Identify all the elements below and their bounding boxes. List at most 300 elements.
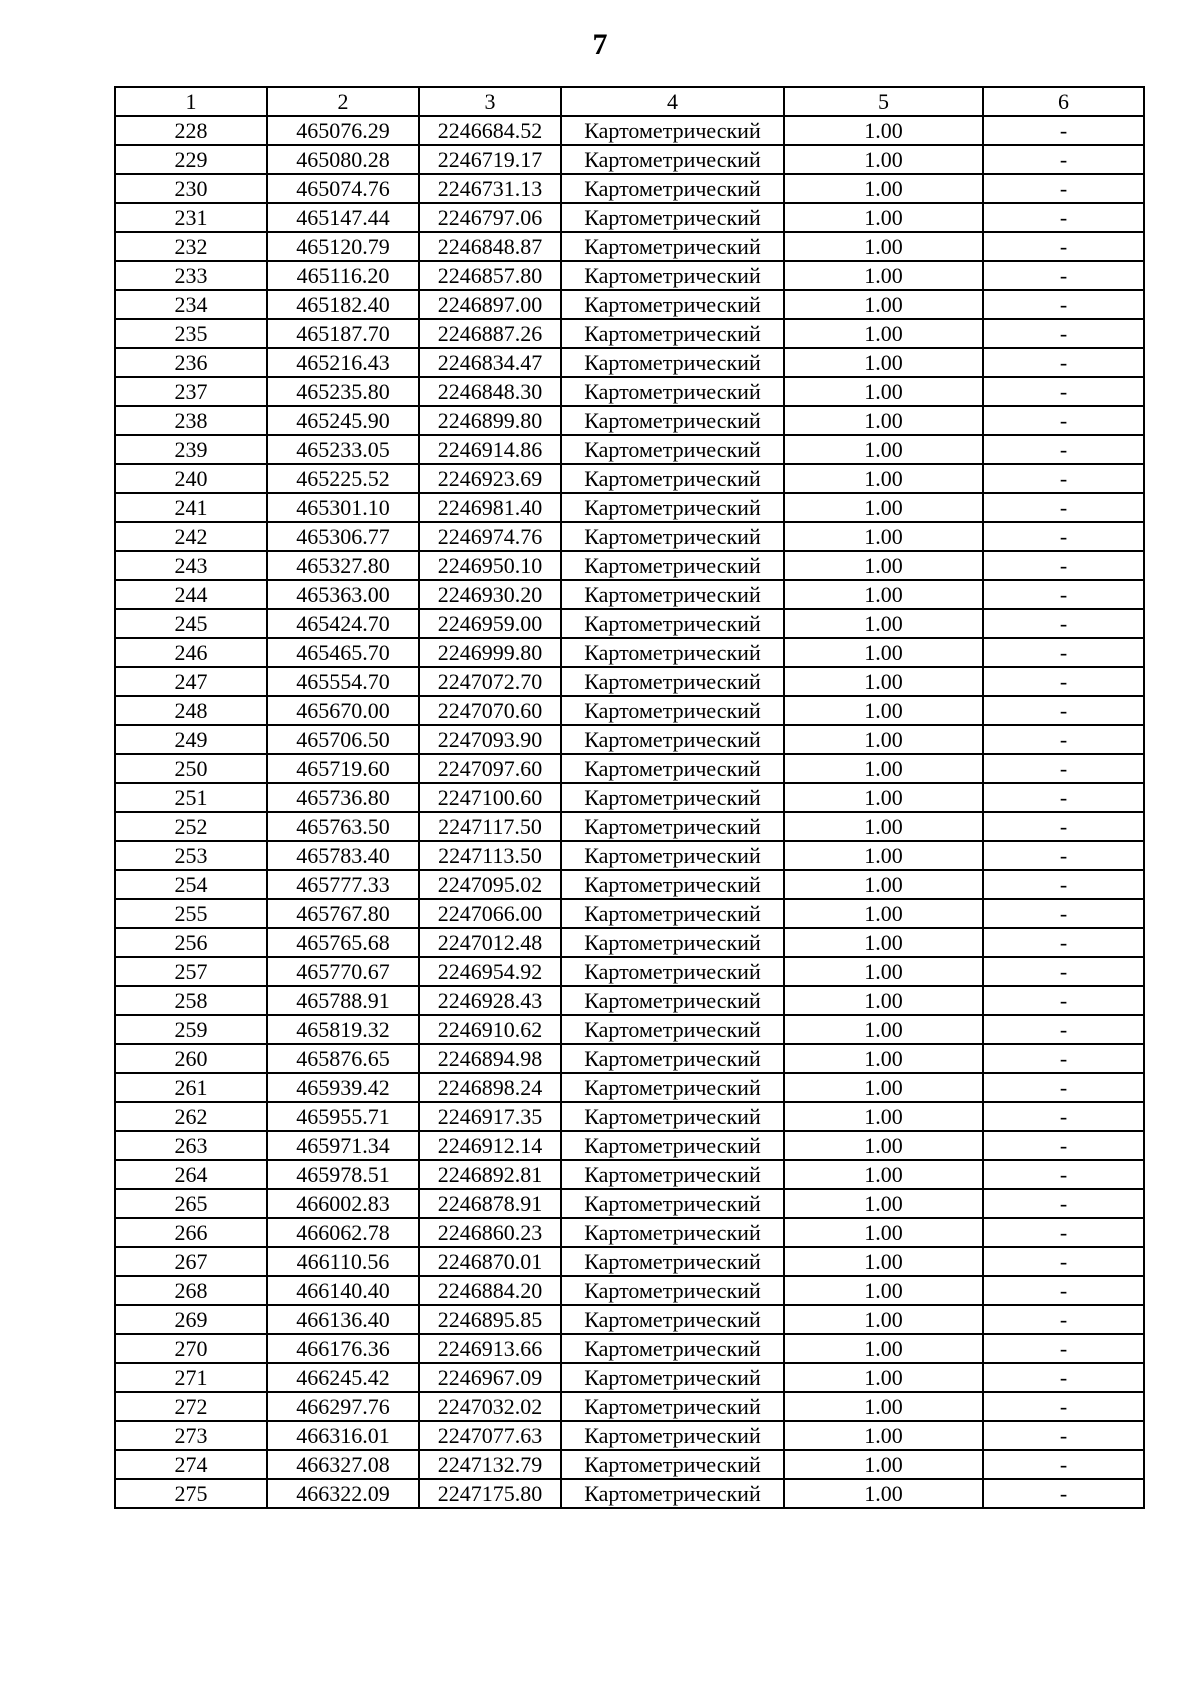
table-row — [115, 1044, 1144, 1073]
accuracy-cell: 1.00 — [784, 667, 983, 696]
x-coordinate-cell: 465225.52 — [267, 464, 419, 493]
accuracy-cell: 1.00 — [784, 406, 983, 435]
point-number-cell: 233 — [115, 261, 267, 290]
point-number-cell: 247 — [115, 667, 267, 696]
point-number-cell: 237 — [115, 377, 267, 406]
method-cell: Картометрический — [561, 348, 784, 377]
y-coordinate-cell: 2246797.06 — [419, 203, 561, 232]
accuracy-cell: 1.00 — [784, 1073, 983, 1102]
description-cell: - — [983, 1102, 1144, 1131]
y-coordinate-cell: 2247132.79 — [419, 1450, 561, 1479]
point-number-cell: 264 — [115, 1160, 267, 1189]
y-coordinate-cell: 2246894.98 — [419, 1044, 561, 1073]
x-coordinate-cell: 465767.80 — [267, 899, 419, 928]
accuracy-cell: 1.00 — [784, 609, 983, 638]
table-row — [115, 899, 1144, 928]
y-coordinate-cell: 2246913.66 — [419, 1334, 561, 1363]
description-cell: - — [983, 319, 1144, 348]
x-coordinate-cell: 465306.77 — [267, 522, 419, 551]
accuracy-cell: 1.00 — [784, 116, 983, 145]
method-cell: Картометрический — [561, 435, 784, 464]
description-cell: - — [983, 348, 1144, 377]
point-number-cell: 273 — [115, 1421, 267, 1450]
method-cell: Картометрический — [561, 899, 784, 928]
y-coordinate-cell: 2246895.85 — [419, 1305, 561, 1334]
x-coordinate-cell: 466110.56 — [267, 1247, 419, 1276]
accuracy-cell: 1.00 — [784, 812, 983, 841]
y-coordinate-cell: 2246914.86 — [419, 435, 561, 464]
description-cell: - — [983, 464, 1144, 493]
y-coordinate-cell: 2246878.91 — [419, 1189, 561, 1218]
table-row — [115, 116, 1144, 145]
table-row — [115, 1102, 1144, 1131]
x-coordinate-cell: 465788.91 — [267, 986, 419, 1015]
point-number-cell: 266 — [115, 1218, 267, 1247]
description-cell: - — [983, 899, 1144, 928]
description-cell: - — [983, 986, 1144, 1015]
description-cell: - — [983, 812, 1144, 841]
table-row — [115, 377, 1144, 406]
description-cell: - — [983, 1218, 1144, 1247]
description-cell: - — [983, 174, 1144, 203]
x-coordinate-cell: 465116.20 — [267, 261, 419, 290]
y-coordinate-cell: 2246899.80 — [419, 406, 561, 435]
table-row — [115, 174, 1144, 203]
accuracy-cell: 1.00 — [784, 348, 983, 377]
method-cell: Картометрический — [561, 1015, 784, 1044]
method-cell: Картометрический — [561, 725, 784, 754]
description-cell: - — [983, 841, 1144, 870]
table-row — [115, 290, 1144, 319]
accuracy-cell: 1.00 — [784, 1334, 983, 1363]
y-coordinate-cell: 2246870.01 — [419, 1247, 561, 1276]
page-number: 7 — [592, 28, 608, 61]
description-cell: - — [983, 551, 1144, 580]
table-row — [115, 1276, 1144, 1305]
y-coordinate-cell: 2246917.35 — [419, 1102, 561, 1131]
table-row — [115, 1131, 1144, 1160]
description-cell: - — [983, 928, 1144, 957]
x-coordinate-cell: 465819.32 — [267, 1015, 419, 1044]
x-coordinate-cell: 465876.65 — [267, 1044, 419, 1073]
y-coordinate-cell: 2247097.60 — [419, 754, 561, 783]
accuracy-cell: 1.00 — [784, 696, 983, 725]
accuracy-cell: 1.00 — [784, 1479, 983, 1508]
description-cell: - — [983, 1073, 1144, 1102]
accuracy-cell: 1.00 — [784, 493, 983, 522]
x-coordinate-cell: 465182.40 — [267, 290, 419, 319]
y-coordinate-cell: 2246884.20 — [419, 1276, 561, 1305]
accuracy-cell: 1.00 — [784, 1131, 983, 1160]
method-cell: Картометрический — [561, 493, 784, 522]
table-row — [115, 522, 1144, 551]
header-cell-6: 6 — [983, 87, 1144, 116]
y-coordinate-cell: 2246912.14 — [419, 1131, 561, 1160]
x-coordinate-cell: 465783.40 — [267, 841, 419, 870]
accuracy-cell: 1.00 — [784, 841, 983, 870]
method-cell: Картометрический — [561, 1160, 784, 1189]
accuracy-cell: 1.00 — [784, 783, 983, 812]
point-number-cell: 262 — [115, 1102, 267, 1131]
accuracy-cell: 1.00 — [784, 290, 983, 319]
accuracy-cell: 1.00 — [784, 1247, 983, 1276]
y-coordinate-cell: 2246950.10 — [419, 551, 561, 580]
description-cell: - — [983, 203, 1144, 232]
x-coordinate-cell: 465706.50 — [267, 725, 419, 754]
accuracy-cell: 1.00 — [784, 232, 983, 261]
table-row — [115, 667, 1144, 696]
method-cell: Картометрический — [561, 232, 784, 261]
y-coordinate-cell: 2247070.60 — [419, 696, 561, 725]
y-coordinate-cell: 2246928.43 — [419, 986, 561, 1015]
x-coordinate-cell: 465736.80 — [267, 783, 419, 812]
y-coordinate-cell: 2247117.50 — [419, 812, 561, 841]
accuracy-cell: 1.00 — [784, 145, 983, 174]
point-number-cell: 274 — [115, 1450, 267, 1479]
method-cell: Картометрический — [561, 1102, 784, 1131]
point-number-cell: 252 — [115, 812, 267, 841]
y-coordinate-cell: 2246860.23 — [419, 1218, 561, 1247]
y-coordinate-cell: 2247093.90 — [419, 725, 561, 754]
description-cell: - — [983, 1189, 1144, 1218]
description-cell: - — [983, 290, 1144, 319]
method-cell: Картометрический — [561, 1334, 784, 1363]
point-number-cell: 265 — [115, 1189, 267, 1218]
header-cell-4: 4 — [561, 87, 784, 116]
description-cell: - — [983, 667, 1144, 696]
method-cell: Картометрический — [561, 1247, 784, 1276]
method-cell: Картометрический — [561, 377, 784, 406]
x-coordinate-cell: 465971.34 — [267, 1131, 419, 1160]
table-row — [115, 1305, 1144, 1334]
x-coordinate-cell: 465120.79 — [267, 232, 419, 261]
accuracy-cell: 1.00 — [784, 1450, 983, 1479]
x-coordinate-cell: 466140.40 — [267, 1276, 419, 1305]
x-coordinate-cell: 465765.68 — [267, 928, 419, 957]
method-cell: Картометрический — [561, 667, 784, 696]
method-cell: Картометрический — [561, 261, 784, 290]
x-coordinate-cell: 465245.90 — [267, 406, 419, 435]
method-cell: Картометрический — [561, 1450, 784, 1479]
description-cell: - — [983, 957, 1144, 986]
table-row — [115, 145, 1144, 174]
y-coordinate-cell: 2246999.80 — [419, 638, 561, 667]
y-coordinate-cell: 2246954.92 — [419, 957, 561, 986]
table-row — [115, 1247, 1144, 1276]
table-row — [115, 783, 1144, 812]
y-coordinate-cell: 2246898.24 — [419, 1073, 561, 1102]
x-coordinate-cell: 465147.44 — [267, 203, 419, 232]
accuracy-cell: 1.00 — [784, 1305, 983, 1334]
table-row — [115, 725, 1144, 754]
point-number-cell: 254 — [115, 870, 267, 899]
table-row — [115, 580, 1144, 609]
y-coordinate-cell: 2246848.30 — [419, 377, 561, 406]
header-cell-5: 5 — [784, 87, 983, 116]
point-number-cell: 229 — [115, 145, 267, 174]
y-coordinate-cell: 2246974.76 — [419, 522, 561, 551]
method-cell: Картометрический — [561, 522, 784, 551]
table-row — [115, 203, 1144, 232]
table-row — [115, 1073, 1144, 1102]
y-coordinate-cell: 2246887.26 — [419, 319, 561, 348]
table-row — [115, 1334, 1144, 1363]
table-row — [115, 435, 1144, 464]
accuracy-cell: 1.00 — [784, 522, 983, 551]
table-row — [115, 638, 1144, 667]
x-coordinate-cell: 466245.42 — [267, 1363, 419, 1392]
x-coordinate-cell: 465327.80 — [267, 551, 419, 580]
y-coordinate-cell: 2246731.13 — [419, 174, 561, 203]
x-coordinate-cell: 465233.05 — [267, 435, 419, 464]
x-coordinate-cell: 466136.40 — [267, 1305, 419, 1334]
accuracy-cell: 1.00 — [784, 1392, 983, 1421]
accuracy-cell: 1.00 — [784, 986, 983, 1015]
point-number-cell: 268 — [115, 1276, 267, 1305]
description-cell: - — [983, 522, 1144, 551]
y-coordinate-cell: 2246967.09 — [419, 1363, 561, 1392]
accuracy-cell: 1.00 — [784, 551, 983, 580]
x-coordinate-cell: 465187.70 — [267, 319, 419, 348]
method-cell: Картометрический — [561, 609, 784, 638]
method-cell: Картометрический — [561, 1392, 784, 1421]
point-number-cell: 246 — [115, 638, 267, 667]
description-cell: - — [983, 1421, 1144, 1450]
y-coordinate-cell: 2247032.02 — [419, 1392, 561, 1421]
method-cell: Картометрический — [561, 1044, 784, 1073]
point-number-cell: 249 — [115, 725, 267, 754]
x-coordinate-cell: 466002.83 — [267, 1189, 419, 1218]
method-cell: Картометрический — [561, 1421, 784, 1450]
method-cell: Картометрический — [561, 551, 784, 580]
accuracy-cell: 1.00 — [784, 1189, 983, 1218]
x-coordinate-cell: 466176.36 — [267, 1334, 419, 1363]
accuracy-cell: 1.00 — [784, 1015, 983, 1044]
header-cell-2: 2 — [267, 87, 419, 116]
description-cell: - — [983, 261, 1144, 290]
point-number-cell: 258 — [115, 986, 267, 1015]
table-row — [115, 1479, 1144, 1508]
x-coordinate-cell: 465074.76 — [267, 174, 419, 203]
method-cell: Картометрический — [561, 841, 784, 870]
y-coordinate-cell: 2247175.80 — [419, 1479, 561, 1508]
accuracy-cell: 1.00 — [784, 435, 983, 464]
y-coordinate-cell: 2246719.17 — [419, 145, 561, 174]
point-number-cell: 257 — [115, 957, 267, 986]
method-cell: Картометрический — [561, 986, 784, 1015]
point-number-cell: 275 — [115, 1479, 267, 1508]
x-coordinate-cell: 465554.70 — [267, 667, 419, 696]
method-cell: Картометрический — [561, 145, 784, 174]
table-row — [115, 1218, 1144, 1247]
accuracy-cell: 1.00 — [784, 928, 983, 957]
description-cell: - — [983, 1334, 1144, 1363]
description-cell: - — [983, 580, 1144, 609]
description-cell: - — [983, 493, 1144, 522]
point-number-cell: 267 — [115, 1247, 267, 1276]
y-coordinate-cell: 2247095.02 — [419, 870, 561, 899]
description-cell: - — [983, 1479, 1144, 1508]
method-cell: Картометрический — [561, 812, 784, 841]
point-number-cell: 261 — [115, 1073, 267, 1102]
x-coordinate-cell: 465777.33 — [267, 870, 419, 899]
table-row — [115, 1392, 1144, 1421]
method-cell: Картометрический — [561, 754, 784, 783]
point-number-cell: 244 — [115, 580, 267, 609]
x-coordinate-cell: 465424.70 — [267, 609, 419, 638]
x-coordinate-cell: 465465.70 — [267, 638, 419, 667]
table-row — [115, 348, 1144, 377]
point-number-cell: 232 — [115, 232, 267, 261]
table-row — [115, 1421, 1144, 1450]
table-row — [115, 464, 1144, 493]
point-number-cell: 236 — [115, 348, 267, 377]
point-number-cell: 231 — [115, 203, 267, 232]
accuracy-cell: 1.00 — [784, 377, 983, 406]
table-row — [115, 1015, 1144, 1044]
table-row — [115, 609, 1144, 638]
table-body — [115, 116, 1144, 1508]
point-number-cell: 248 — [115, 696, 267, 725]
point-number-cell: 243 — [115, 551, 267, 580]
accuracy-cell: 1.00 — [784, 319, 983, 348]
header-row — [115, 87, 1144, 116]
x-coordinate-cell: 466062.78 — [267, 1218, 419, 1247]
description-cell: - — [983, 609, 1144, 638]
table-row — [115, 319, 1144, 348]
description-cell: - — [983, 1131, 1144, 1160]
y-coordinate-cell: 2246834.47 — [419, 348, 561, 377]
point-number-cell: 256 — [115, 928, 267, 957]
y-coordinate-cell: 2246930.20 — [419, 580, 561, 609]
x-coordinate-cell: 465978.51 — [267, 1160, 419, 1189]
accuracy-cell: 1.00 — [784, 1276, 983, 1305]
table-row — [115, 986, 1144, 1015]
point-number-cell: 230 — [115, 174, 267, 203]
accuracy-cell: 1.00 — [784, 580, 983, 609]
x-coordinate-cell: 465719.60 — [267, 754, 419, 783]
x-coordinate-cell: 465955.71 — [267, 1102, 419, 1131]
description-cell: - — [983, 1305, 1144, 1334]
table-row — [115, 928, 1144, 957]
y-coordinate-cell: 2246897.00 — [419, 290, 561, 319]
accuracy-cell: 1.00 — [784, 899, 983, 928]
accuracy-cell: 1.00 — [784, 957, 983, 986]
point-number-cell: 250 — [115, 754, 267, 783]
method-cell: Картометрический — [561, 1131, 784, 1160]
method-cell: Картометрический — [561, 406, 784, 435]
method-cell: Картометрический — [561, 638, 784, 667]
y-coordinate-cell: 2246959.00 — [419, 609, 561, 638]
y-coordinate-cell: 2247113.50 — [419, 841, 561, 870]
accuracy-cell: 1.00 — [784, 638, 983, 667]
point-number-cell: 239 — [115, 435, 267, 464]
x-coordinate-cell: 466297.76 — [267, 1392, 419, 1421]
y-coordinate-cell: 2247100.60 — [419, 783, 561, 812]
point-number-cell: 255 — [115, 899, 267, 928]
accuracy-cell: 1.00 — [784, 261, 983, 290]
point-number-cell: 238 — [115, 406, 267, 435]
point-number-cell: 271 — [115, 1363, 267, 1392]
method-cell: Картометрический — [561, 1189, 784, 1218]
y-coordinate-cell: 2246857.80 — [419, 261, 561, 290]
table-row — [115, 812, 1144, 841]
coordinates-table — [114, 86, 1145, 1509]
table-row — [115, 1189, 1144, 1218]
accuracy-cell: 1.00 — [784, 174, 983, 203]
method-cell: Картометрический — [561, 957, 784, 986]
y-coordinate-cell: 2247072.70 — [419, 667, 561, 696]
accuracy-cell: 1.00 — [784, 1102, 983, 1131]
description-cell: - — [983, 1015, 1144, 1044]
point-number-cell: 245 — [115, 609, 267, 638]
x-coordinate-cell: 465076.29 — [267, 116, 419, 145]
accuracy-cell: 1.00 — [784, 1363, 983, 1392]
y-coordinate-cell: 2246684.52 — [419, 116, 561, 145]
method-cell: Картометрический — [561, 783, 784, 812]
table-row — [115, 841, 1144, 870]
method-cell: Картометрический — [561, 580, 784, 609]
accuracy-cell: 1.00 — [784, 203, 983, 232]
table-row — [115, 406, 1144, 435]
y-coordinate-cell: 2247066.00 — [419, 899, 561, 928]
point-number-cell: 272 — [115, 1392, 267, 1421]
y-coordinate-cell: 2247012.48 — [419, 928, 561, 957]
description-cell: - — [983, 725, 1144, 754]
header-cell-3: 3 — [419, 87, 561, 116]
y-coordinate-cell: 2247077.63 — [419, 1421, 561, 1450]
description-cell: - — [983, 377, 1144, 406]
method-cell: Картометрический — [561, 928, 784, 957]
method-cell: Картометрический — [561, 1218, 784, 1247]
point-number-cell: 241 — [115, 493, 267, 522]
x-coordinate-cell: 465763.50 — [267, 812, 419, 841]
point-number-cell: 235 — [115, 319, 267, 348]
table-row — [115, 957, 1144, 986]
point-number-cell: 251 — [115, 783, 267, 812]
method-cell: Картометрический — [561, 203, 784, 232]
description-cell: - — [983, 754, 1144, 783]
description-cell: - — [983, 1247, 1144, 1276]
x-coordinate-cell: 465939.42 — [267, 1073, 419, 1102]
description-cell: - — [983, 1276, 1144, 1305]
description-cell: - — [983, 1044, 1144, 1073]
table-row — [115, 870, 1144, 899]
accuracy-cell: 1.00 — [784, 725, 983, 754]
table-row — [115, 1160, 1144, 1189]
table-row — [115, 261, 1144, 290]
x-coordinate-cell: 465301.10 — [267, 493, 419, 522]
method-cell: Картометрический — [561, 1363, 784, 1392]
x-coordinate-cell: 465080.28 — [267, 145, 419, 174]
x-coordinate-cell: 465216.43 — [267, 348, 419, 377]
method-cell: Картометрический — [561, 174, 784, 203]
method-cell: Картометрический — [561, 116, 784, 145]
accuracy-cell: 1.00 — [784, 464, 983, 493]
x-coordinate-cell: 465770.67 — [267, 957, 419, 986]
description-cell: - — [983, 696, 1144, 725]
description-cell: - — [983, 1450, 1144, 1479]
point-number-cell: 269 — [115, 1305, 267, 1334]
x-coordinate-cell: 466316.01 — [267, 1421, 419, 1450]
method-cell: Картометрический — [561, 464, 784, 493]
x-coordinate-cell: 465235.80 — [267, 377, 419, 406]
point-number-cell: 263 — [115, 1131, 267, 1160]
y-coordinate-cell: 2246848.87 — [419, 232, 561, 261]
x-coordinate-cell: 465670.00 — [267, 696, 419, 725]
description-cell: - — [983, 145, 1144, 174]
table-row — [115, 1363, 1144, 1392]
